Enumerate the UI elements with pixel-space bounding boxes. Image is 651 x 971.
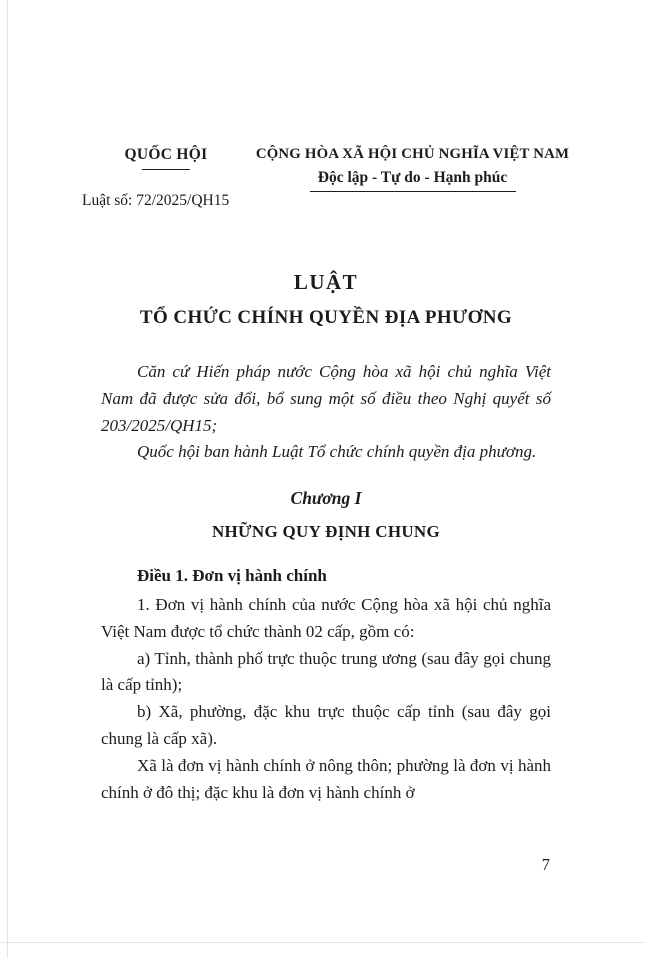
body-paragraph: b) Xã, phường, đặc khu trực thuộc cấp tỉnh (sau đây gọi chung là cấp xã).	[101, 702, 551, 748]
org-name: QUỐC HỘI	[124, 146, 208, 163]
org-underline	[142, 169, 190, 170]
law-number: Luật số: 72/2025/QH15	[82, 192, 230, 209]
chapter-label: Chương I	[290, 488, 362, 509]
document-content	[0, 270, 651, 806]
article-body	[101, 592, 551, 806]
header-right-block	[250, 146, 575, 210]
motto-underline	[310, 191, 516, 192]
body-paragraph: 1. Đơn vị hành chính của nước Cộng hòa xã hội chủ nghĩa Việt Nam được tổ chức thành 02 cấp, gồm có:	[101, 594, 551, 641]
chapter-title: NHỮNG QUY ĐỊNH CHUNG	[211, 522, 441, 542]
header-left-block	[82, 146, 250, 210]
law-subtitle: TỔ CHỨC CHÍNH QUYỀN ĐỊA PHƯƠNG	[139, 307, 513, 328]
preamble-paragraph: Căn cứ Hiến pháp nước Cộng hòa xã hội chủ nghĩa Việt Nam đã được sửa đổi, bổ sung một số điều theo Nghị quyết số 203/2025/QH15;	[101, 362, 551, 435]
preamble	[101, 359, 551, 466]
article-heading: Điều 1. Đơn vị hành chính	[137, 566, 327, 586]
page-number: 7	[541, 855, 550, 874]
law-title: LUẬT	[293, 270, 359, 294]
national-motto: Độc lập - Tự do - Hạnh phúc	[317, 169, 508, 186]
preamble-paragraph: Quốc hội ban hành Luật Tổ chức chính quyền địa phương.	[137, 442, 537, 462]
document-header	[0, 146, 651, 210]
body-paragraph: Xã là đơn vị hành chính ở nông thôn; phường là đơn vị hành chính ở đô thị; đặc khu là đơn vị hành chính ở	[101, 755, 551, 802]
body-paragraph: a) Tỉnh, thành phố trực thuộc trung ương (sau đây gọi chung là cấp tỉnh);	[101, 648, 551, 695]
national-title: CỘNG HÒA XÃ HỘI CHỦ NGHĨA VIỆT NAM	[255, 146, 570, 162]
